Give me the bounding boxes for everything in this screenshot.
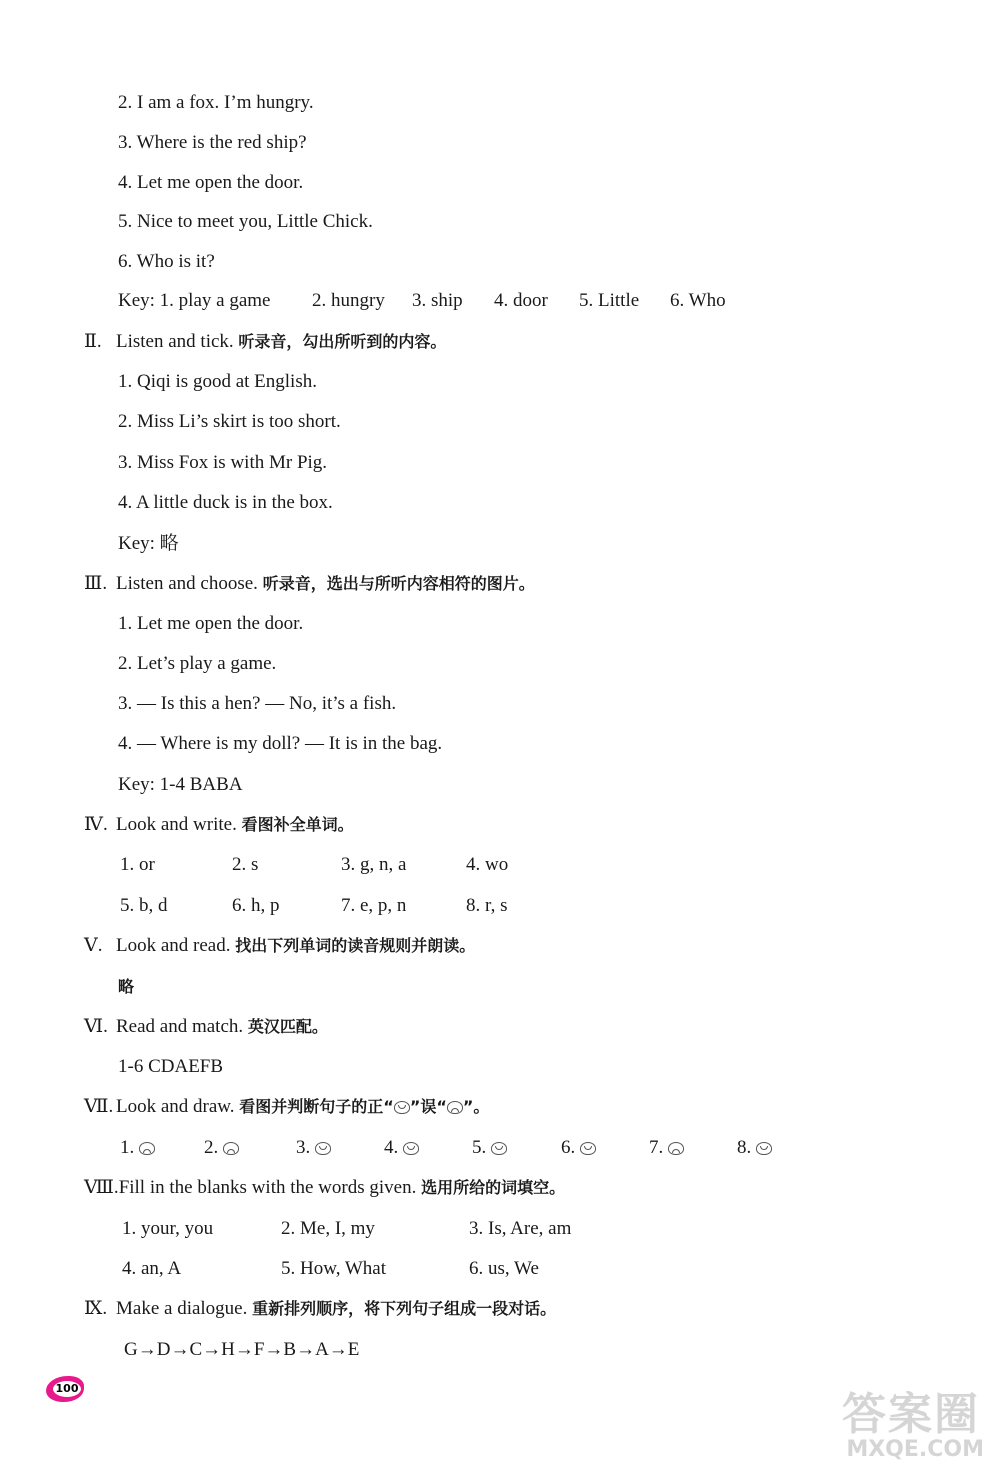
part2-item: 4. A little duck is in the box. (118, 492, 333, 513)
smile-face-icon (491, 1142, 507, 1155)
watermark (800, 1378, 990, 1462)
part1-item: 5. Nice to meet you, Little Chick. (118, 211, 373, 232)
key-item: 3. ship (412, 290, 463, 311)
section-heading-3 (84, 572, 535, 596)
answer-item: 7. e, p, n (341, 895, 407, 916)
section-heading-6 (84, 1015, 328, 1039)
part5-answer: 略 (118, 977, 135, 996)
key-item: 2. hungry (312, 290, 385, 311)
smile-face-icon (394, 1101, 410, 1114)
part1-item: 4. Let me open the door. (118, 172, 304, 193)
part3-item: 4. — Where is my doll? — It is in the bag. (118, 733, 443, 754)
part9-answer: G→D→C→H→F→B→A→E (124, 1339, 360, 1360)
answer-item: 2. Me, I, my (281, 1218, 375, 1239)
section-number: Ⅱ. (84, 331, 102, 352)
section-title: Listen and choose. (116, 573, 258, 594)
page-number-badge (46, 1376, 84, 1402)
section-heading-5 (84, 934, 475, 958)
answer-item: 4. an, A (122, 1258, 182, 1279)
face-answer-label: 8. (737, 1137, 756, 1158)
face-answer-label: 5. (472, 1137, 491, 1158)
sad-face-icon (447, 1101, 463, 1114)
part1-item: 2. I am a fox. I’m hungry. (118, 92, 314, 113)
smile-face-icon (580, 1142, 596, 1155)
section-title: Look and write. (116, 814, 237, 835)
section-number: Ⅸ. (84, 1298, 108, 1319)
face-answer-label: 3. (296, 1137, 315, 1158)
part3-item: 2. Let’s play a game. (118, 653, 277, 674)
answer-item: 5. How, What (281, 1258, 387, 1279)
smile-face-icon (403, 1142, 419, 1155)
face-answer-label: 2. (204, 1137, 223, 1158)
answer-item: 1. your, you (122, 1218, 214, 1239)
answer-item: 5. b, d (120, 895, 168, 916)
section-instruction: ”。 (462, 1097, 490, 1116)
face-answer-item (384, 1136, 419, 1160)
watermark-logo: 答案圈 (842, 1389, 980, 1440)
section-heading-4 (84, 813, 354, 837)
answer-item: 6. us, We (469, 1258, 539, 1279)
section-instruction: 找出下列单词的读音规则并朗读。 (235, 936, 476, 955)
section-number: Ⅵ. (84, 1016, 108, 1037)
section-title: Read and match. (116, 1016, 244, 1037)
section-number: Ⅳ. (84, 814, 108, 835)
face-answer-item (296, 1136, 331, 1160)
section-title: Listen and tick. (116, 331, 234, 352)
section-instruction: 听录音，选出与所听内容相符的图片。 (262, 574, 535, 593)
section-title: Look and draw. (116, 1096, 235, 1117)
part1-item: 3. Where is the red ship? (118, 132, 307, 153)
section-instruction: 英汉匹配。 (247, 1017, 328, 1036)
part2-item: 1. Qiqi is good at English. (118, 371, 317, 392)
answer-item: 6. h, p (232, 895, 280, 916)
smile-face-icon (315, 1142, 331, 1155)
section-heading-8 (84, 1176, 565, 1200)
page-number: 100 (53, 1381, 81, 1397)
face-answer-item (120, 1136, 155, 1160)
face-answer-item (561, 1136, 596, 1160)
section-instruction: 看图补全单词。 (241, 815, 354, 834)
face-answer-label: 6. (561, 1137, 580, 1158)
face-answer-item (472, 1136, 507, 1160)
section-instruction: ”误“ (409, 1097, 447, 1116)
answer-item: 8. r, s (466, 895, 508, 916)
part2-key: Key: 略 (118, 533, 179, 554)
part2-item: 2. Miss Li’s skirt is too short. (118, 411, 341, 432)
section-heading-7 (84, 1095, 489, 1119)
section-title: Look and read. (116, 935, 231, 956)
section-title: Make a dialogue. (116, 1298, 248, 1319)
section-instruction: 选用所给的词填空。 (421, 1178, 566, 1197)
section-number: Ⅴ. (84, 935, 103, 956)
section-number: Ⅷ. (84, 1177, 119, 1198)
answer-item: 2. s (232, 854, 259, 875)
watermark-url: MXQE.COM (846, 1437, 984, 1462)
section-number: Ⅶ. (84, 1096, 114, 1117)
answer-item: 3. Is, Are, am (469, 1218, 572, 1239)
key-item: 6. Who (670, 290, 726, 311)
face-answer-label: 1. (120, 1137, 139, 1158)
smile-face-icon (756, 1142, 772, 1155)
face-answer-label: 7. (649, 1137, 668, 1158)
key-item: 4. door (494, 290, 548, 311)
part3-item: 3. — Is this a hen? — No, it’s a fish. (118, 693, 397, 714)
face-answer-item (649, 1136, 684, 1160)
section-instruction: 听录音，勾出所听到的内容。 (238, 332, 447, 351)
part6-answer: 1-6 CDAEFB (118, 1056, 224, 1077)
face-answer-item (737, 1136, 772, 1160)
part3-item: 1. Let me open the door. (118, 613, 304, 634)
answer-item: 3. g, n, a (341, 854, 407, 875)
answer-item: 1. or (120, 854, 155, 875)
sad-face-icon (223, 1142, 239, 1155)
section-heading-2 (84, 330, 446, 354)
key-item: 5. Little (579, 290, 640, 311)
key-item: Key: 1. play a game (118, 290, 271, 311)
section-title: Fill in the blanks with the words given. (118, 1177, 417, 1198)
part1-item: 6. Who is it? (118, 251, 215, 272)
sad-face-icon (139, 1142, 155, 1155)
section-instruction: 看图并判断句子的正“ (239, 1097, 394, 1116)
face-answer-item (204, 1136, 239, 1160)
sad-face-icon (668, 1142, 684, 1155)
section-instruction: 重新排列顺序，将下列句子组成一段对话。 (252, 1299, 557, 1318)
part2-item: 3. Miss Fox is with Mr Pig. (118, 452, 328, 473)
answer-item: 4. wo (466, 854, 509, 875)
part3-key: Key: 1-4 BABA (118, 774, 243, 795)
face-answer-label: 4. (384, 1137, 403, 1158)
section-number: Ⅲ. (84, 573, 108, 594)
section-heading-9 (84, 1297, 556, 1321)
